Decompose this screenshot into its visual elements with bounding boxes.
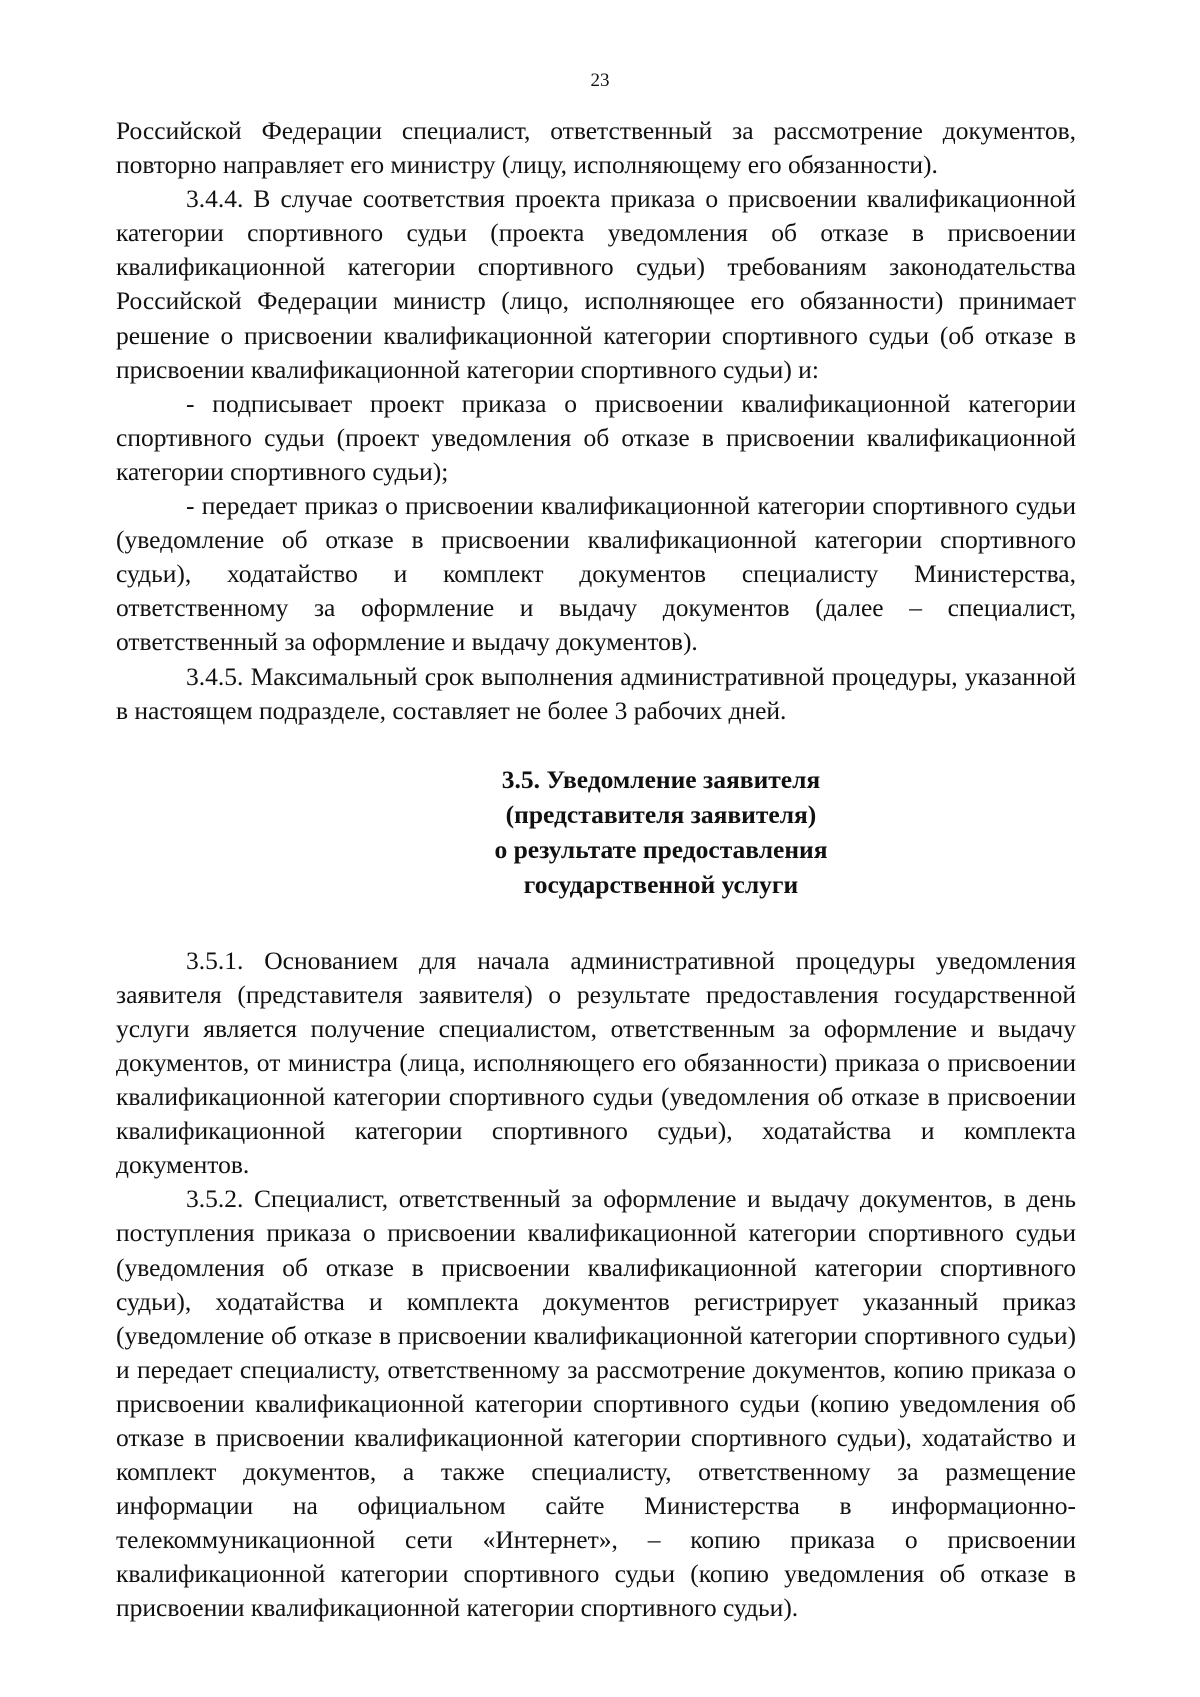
page-number: 23: [590, 70, 610, 91]
paragraph-3-4-5: 3.4.5. Максимальный срок выполнения административной процедуры, указанной в настоящем подразделе, составляет не более 3 рабочих дней.: [116, 661, 1076, 725]
section-heading-3-5: [116, 762, 1076, 902]
list-item-transfers: - передает приказ о присвоении квалификационной категории спортивного судьи (уведомление об отказе в присвоении квалификационной категории спортивного судьи), ходатайство и комплект документов специалисту Министерства, ответственному за оформление и выдачу документов (далее – специалист, ответственный за оформление и выдачу документов).: [116, 491, 1076, 657]
paragraph-continuation: Российской Федерации специалист, ответственный за рассмотрение документов, повторно направляет его министру (лицу, исполняющему его обязанности).: [116, 116, 1076, 180]
paragraph-3-5-2: 3.5.2. Специалист, ответственный за оформление и выдачу документов, в день поступления приказа о присвоении квалификационной категории спортивного судьи (уведомления об отказе в присвоении квалификационной категории спортивного судьи), ходатайства и комплекта документов регистрирует указанный приказ (уведомление об отказе в присвоении квалификационной категории спортивного судьи) и передает специалисту, ответственному за рассмотрение документов, копию приказа о присвоении квалификационной категории спортивного судьи (копию уведомления об отказе в присвоении квалификационной категории спортивного судьи), ходатайство и комплект документов, а также специалисту, ответственному за размещение информации на официальном сайте Министерства в информационно-телекоммуникационной сети «Интернет», – копию приказа о присвоении квалификационной категории спортивного судьи (копию уведомления об отказе в присвоении квалификационной категории спортивного судьи).: [116, 1184, 1076, 1623]
section-heading-line: государственной услуги: [523, 869, 799, 899]
section-heading-line: о результате предоставления: [494, 834, 828, 864]
document-body: [116, 114, 1076, 1626]
section-heading-line: (представителя заявителя): [505, 799, 817, 829]
paragraph-3-5-1: 3.5.1. Основанием для начала административной процедуры уведомления заявителя (представителя заявителя) о результате предоставления государственной услуги является получение специалистом, ответственным за оформление и выдачу документов, от министра (лица, исполняющего его обязанности) приказа о присвоении квалификационной категории спортивного судьи (уведомления об отказе в присвоении квалификационной категории спортивного судьи), ходатайства и комплекта документов.: [116, 945, 1076, 1180]
paragraph-3-4-4: 3.4.4. В случае соответствия проекта приказа о присвоении квалификационной категории спортивного судьи (проекта уведомления об отказе в присвоении квалификационной категории спортивного судьи) требованиям законодательства Российской Федерации министр (лицо, исполняющее его обязанности) принимает решение о присвоении квалификационной категории спортивного судьи (об отказе в присвоении квалификационной категории спортивного судьи) и:: [116, 184, 1076, 384]
list-item-signs: - подписывает проект приказа о присвоении квалификационной категории спортивного судьи (проект уведомления об отказе в присвоении квалификационной категории спортивного судьи);: [116, 388, 1076, 486]
section-heading-line: 3.5. Уведомление заявителя: [501, 764, 821, 794]
